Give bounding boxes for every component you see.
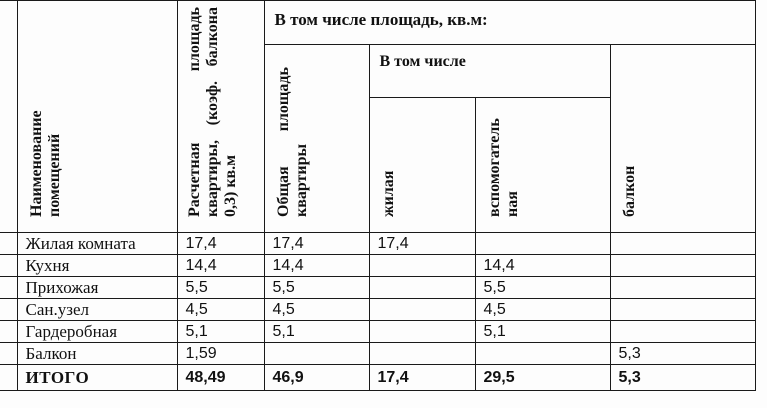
row-stub xyxy=(0,233,17,255)
table-row xyxy=(0,255,755,277)
total-balcony-area: 5,3 xyxy=(610,365,755,391)
header-subgroup-cell xyxy=(369,45,610,98)
left-stub-cell xyxy=(0,1,17,233)
row-stub xyxy=(0,277,17,299)
total-area-value: 4,5 xyxy=(264,299,369,321)
row-stub xyxy=(0,365,17,391)
table-row xyxy=(0,343,755,365)
aux-area-value: 4,5 xyxy=(475,299,610,321)
balcony-area-value: 5,3 xyxy=(610,343,755,365)
header-total-area-cell xyxy=(264,45,369,233)
table-row xyxy=(0,233,755,255)
room-name: Кухня xyxy=(17,255,177,277)
calc-area-value: 17,4 xyxy=(177,233,264,255)
header-row-1 xyxy=(0,1,755,45)
total-label: ИТОГО xyxy=(17,365,177,391)
balcony-area-value xyxy=(610,277,755,299)
total-living-area: 17,4 xyxy=(369,365,475,391)
calc-area-value: 4,5 xyxy=(177,299,264,321)
header-subgroup: В том числе xyxy=(379,53,466,70)
living-area-value xyxy=(369,321,475,343)
living-area-value xyxy=(369,299,475,321)
header-group-cell xyxy=(264,1,755,45)
total-calc-area: 48,49 xyxy=(177,365,264,391)
total-area-value xyxy=(264,343,369,365)
header-calc-area: Расчетная площадь квартиры, (коэф. балкона 0,3) кв.м xyxy=(185,7,239,217)
living-area-value: 17,4 xyxy=(369,233,475,255)
header-calc-area-cell xyxy=(177,1,264,233)
aux-area-value: 5,5 xyxy=(475,277,610,299)
living-area-value xyxy=(369,277,475,299)
calc-area-value: 5,1 xyxy=(177,321,264,343)
balcony-area-value xyxy=(610,299,755,321)
room-name: Жилая комната xyxy=(17,233,177,255)
header-auxiliary-cell xyxy=(475,98,610,233)
header-group: В том числе площадь, кв.м: xyxy=(274,10,488,29)
total-row xyxy=(0,365,755,391)
room-name: Гардеробная xyxy=(17,321,177,343)
balcony-area-value xyxy=(610,233,755,255)
aux-area-value xyxy=(475,343,610,365)
header-name-cell xyxy=(17,1,177,233)
calc-area-value: 5,5 xyxy=(177,277,264,299)
aux-area-value: 5,1 xyxy=(475,321,610,343)
header-auxiliary: вспомогательная xyxy=(485,118,521,217)
living-area-value xyxy=(369,255,475,277)
total-area-value: 14,4 xyxy=(264,255,369,277)
header-living-cell xyxy=(369,98,475,233)
balcony-area-value xyxy=(610,321,755,343)
total-aux-area: 29,5 xyxy=(475,365,610,391)
header-living: жилая xyxy=(379,170,397,217)
row-stub xyxy=(0,255,17,277)
calc-area-value: 14,4 xyxy=(177,255,264,277)
header-balcony-cell xyxy=(610,45,755,233)
table-row xyxy=(0,277,755,299)
header-name: Наименование помещений xyxy=(27,110,63,217)
room-name: Сан.узел xyxy=(17,299,177,321)
calc-area-value: 1,59 xyxy=(177,343,264,365)
header-balcony: балкон xyxy=(620,165,638,217)
row-stub xyxy=(0,321,17,343)
aux-area-value xyxy=(475,233,610,255)
room-name: Прихожая xyxy=(17,277,177,299)
aux-area-value: 14,4 xyxy=(475,255,610,277)
row-stub xyxy=(0,343,17,365)
row-stub xyxy=(0,299,17,321)
total-area-value: 5,5 xyxy=(264,277,369,299)
living-area-value xyxy=(369,343,475,365)
header-total-area: Общая площадь квартиры xyxy=(274,67,310,217)
total-area-value: 5,1 xyxy=(264,321,369,343)
balcony-area-value xyxy=(610,255,755,277)
total-total-area: 46,9 xyxy=(264,365,369,391)
table-row xyxy=(0,321,755,343)
total-area-value: 17,4 xyxy=(264,233,369,255)
table-row xyxy=(0,299,755,321)
room-name: Балкон xyxy=(17,343,177,365)
